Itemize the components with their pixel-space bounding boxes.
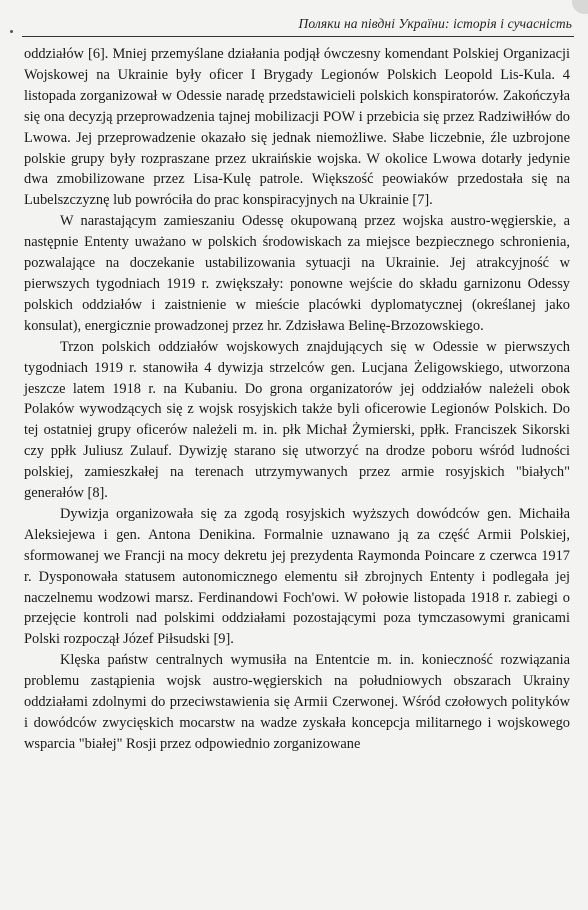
header-rule [22, 36, 574, 37]
running-header: Поляки на півдні України: історія і сучасність [298, 16, 572, 31]
paragraph: Klęska państw centralnych wymusiła na Ententcie m. in. konieczność rozwiązania problemu zastąpienia wojsk austro-węgierskich na południowych obszarach Ukrainy oddziałami zdolnymi do przeciwstawienia się Armii Czerwonej. Wśród czołowych polityków i dowódców zwycięskich mocarstw na wadze zyskała koncepcja militarnego i wojskowego wsparcia "białej" Rosji przez odpowiednio zorganizowane [24, 652, 570, 752]
paragraph: W narastającym zamieszaniu Odessę okupowaną przez wojska austro-węgierskie, a następnie Ententy uważano w polskich środowiskach za miejsce bezpiecznego schronienia, pozwalające na doczekanie ustabilizowania sytuacji na Ukrainie. Jej atrakcyjność w pierwszych tygodniach 1919 r. zwiększały: ponowne wejście do składu garnizonu Odessy polskich oddziałów i zaistnienie w mieście placówki dyplomatycznej (określanej jako konsulat), energicznie prowadzonej przez hr. Zdzisława Belinę-Brzozowskiego. [24, 213, 570, 334]
paragraph: Trzon polskich oddziałów wojskowych znajdujących się w Odessie w pierwszych tygodniach 1919 r. stanowiła 4 dywizja strzelców gen. Lucjana Żeligowskiego, utworzona jeszcze latem 1918 r. na Kubaniu. Do grona organizatorów jej oddziałów należeli obok Polaków wywodzących się z wojsk rosyjskich także byli oficerowie Legionów Polskich. Do tej ostatniej grupy oficerów należeli m. in. płk Michał Żymierski, ppłk. Franciszek Sikorski czy ppłk Juliusz Zulauf. Dywizję starano się utworzyć na drodze poboru wśród ludności polskiej, zamieszkałej na terenach utrzymywanych przez armie rosyjskich "białych" generałów [8]. [24, 338, 570, 502]
scan-speck [10, 30, 13, 33]
scan-corner-mark [572, 0, 588, 14]
paragraph: Dywizja organizowała się za zgodą rosyjskich wyższych dowódców gen. Michaiła Aleksiejewa i gen. Antona Denikina. Formalnie uznawano ją za część Armii Polskiej, sformowanej we Francji na mocy dekretu jej prezydenta Raymonda Poincare z czerwca 1917 r. Dysponowała statusem autonomicznego elementu sił zbrojnych Ententy i podlegała jej naczelnemu wodzowi marsz. Ferdinandowi Foch'owi. W połowie listopada 1918 r. zabiegi o przejęcie kontroli nad polskimi oddziałami pozostającymi poza tymczasowymi granicami Polski rozpoczął Józef Piłsudski [9]. [24, 505, 570, 648]
paragraph: oddziałów [6]. Mniej przemyślane działania podjął ówczesny komendant Polskiej Organizacji Wojskowej na Ukrainie były oficer I Brygady Legionów Polskich Leopold Lis-Kula. 4 listopada zorganizował w Odessie naradę przedstawicieli polskich konspiratorów. Zakończyła się ona decyzją przeprowadzenia tajnej mobilizacji POW i przebicia się przez Radziwiłłów do Lwowa. Jej przeprowadzenie okazało się jednak niemożliwe. Słabe liczebnie, źle uzbrojone polskie grupy były rozpraszane przez ukraińskie wojska. W okolice Lwowa dotarły jedynie dwa zmobilizowane przez Lisa-Kulę patrole. Większość peowiaków przedostała się na Lubelszczyznę lub powróciła do prac konspiracyjnych na Ukrainie [7]. [24, 46, 570, 209]
body-text [24, 44, 570, 755]
